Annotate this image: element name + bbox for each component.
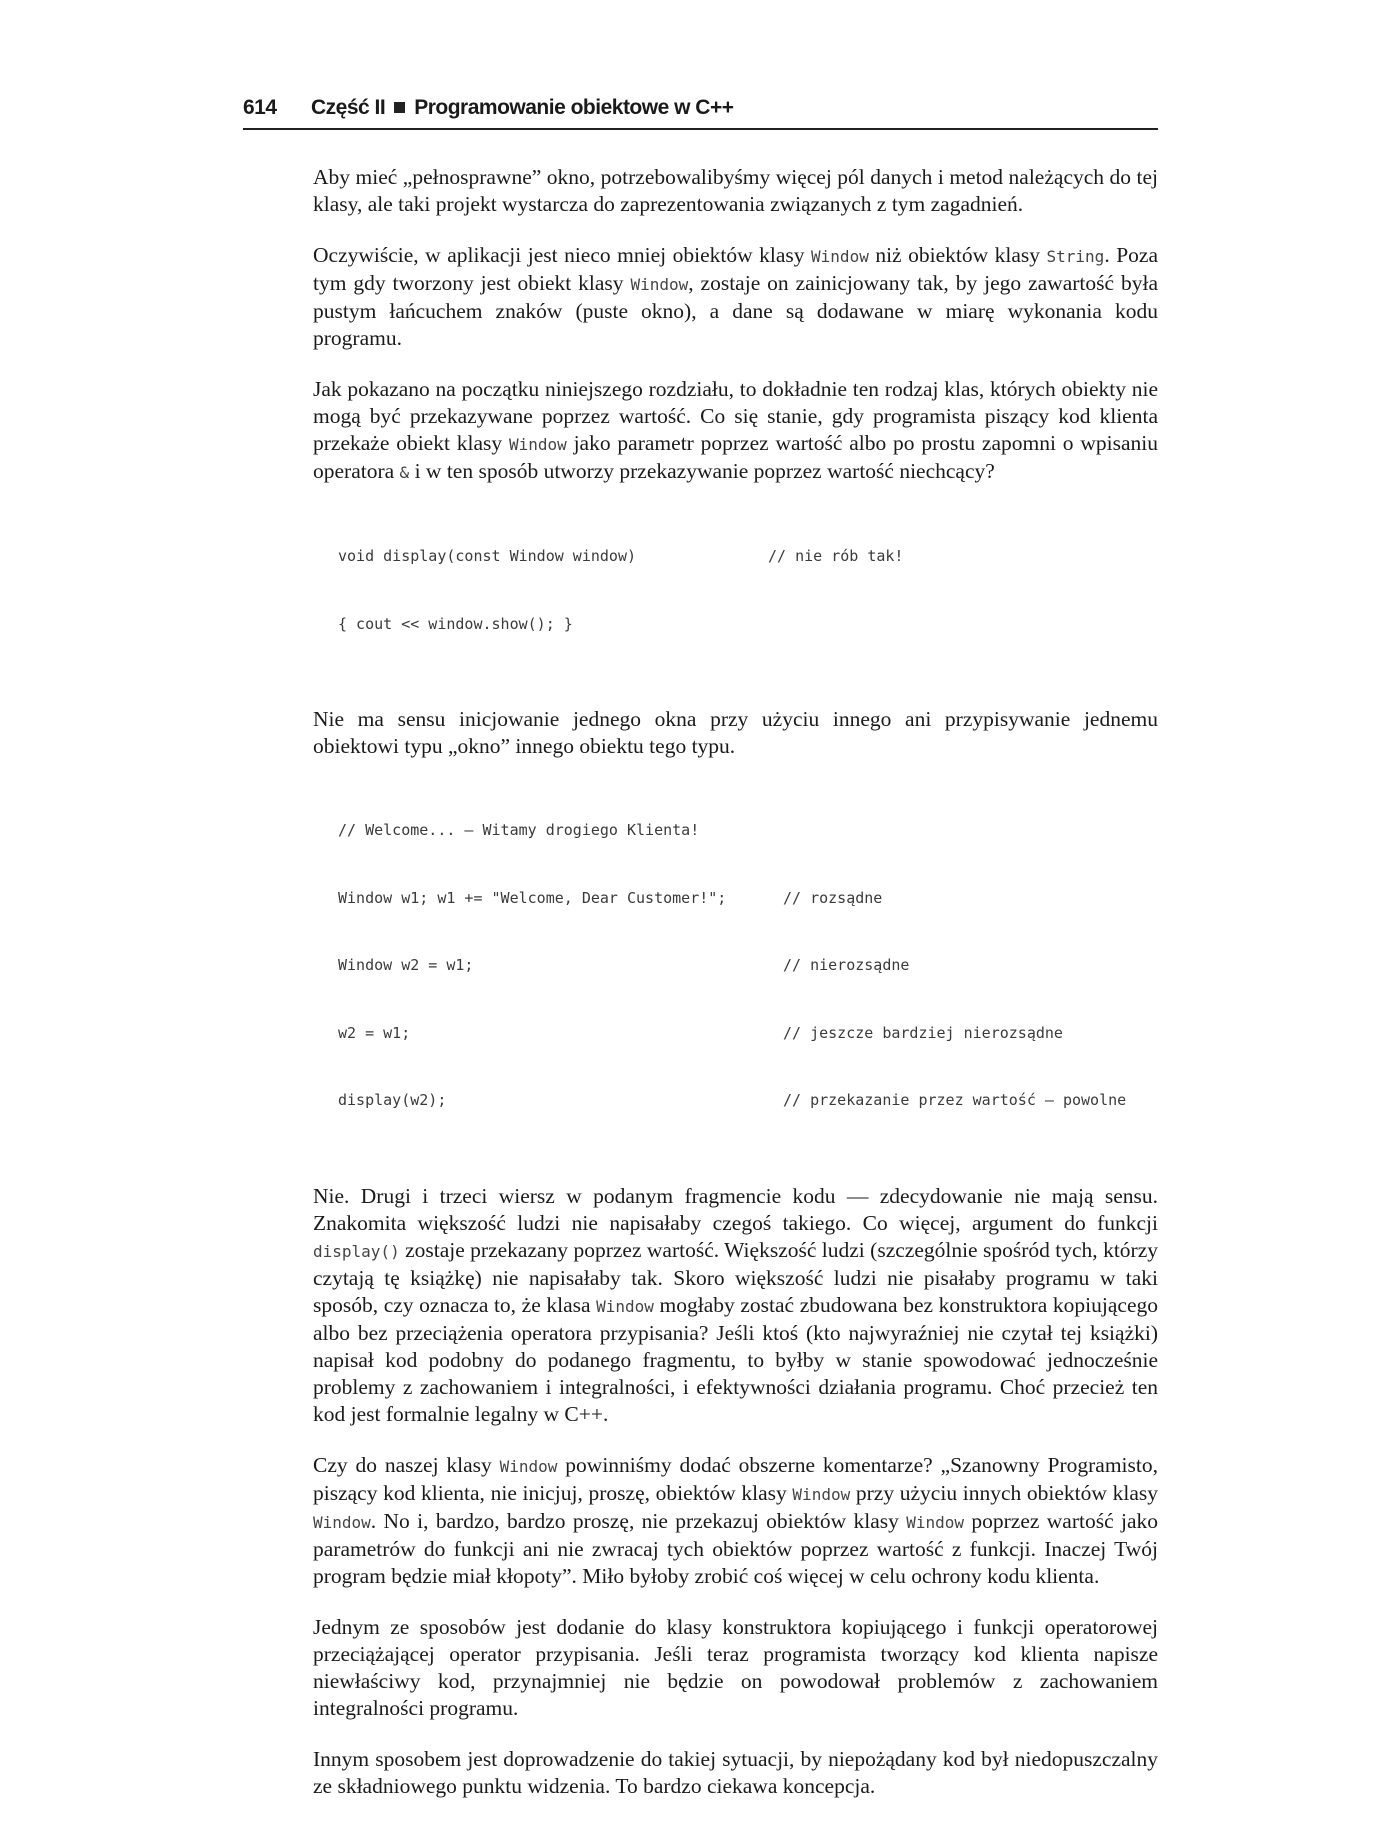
code-comment: // Welcome... — Witamy drogiego Klienta! bbox=[338, 821, 700, 839]
inline-code: Window bbox=[630, 275, 689, 294]
text: Jak pokazano na początku niniejszego rozdziału, to dokładnie ten rodzaj klas, których obiekty nie mogą być przekazywane poprzez wartość. Co się stanie, gdy programista piszący kod klienta przekaże obiekt klasy bbox=[313, 377, 1158, 455]
code-comment: // nierozsądne bbox=[783, 956, 910, 974]
text: poprzez wartość jako parametrów do funkcji ani nie zwracaj tych obiektów poprzez wartość z funkcji. Inaczej Twój program będzie miał kłopoty”. Miło byłoby zrobić coś więcej w celu ochrony kodu klienta. bbox=[313, 1508, 1158, 1588]
code-text: display(w2); bbox=[338, 1091, 447, 1109]
code-comment: // rozsądne bbox=[783, 888, 883, 907]
text: niż obiektów klasy bbox=[868, 243, 1047, 267]
inline-code: Window bbox=[792, 1484, 851, 1504]
paragraph-6 bbox=[313, 1452, 1158, 1590]
code-line bbox=[338, 954, 1158, 977]
inline-code: Window bbox=[313, 1512, 371, 1532]
part-label: Część II bbox=[311, 96, 386, 119]
text: . Poza tym gdy tworzony jest obiekt klasy bbox=[313, 243, 1158, 295]
text: mogłaby zostać zbudowana bez konstruktora kopiującego albo bez przeciążenia operatora przypisania? Jeśli ktoś (kto najwyraźniej nie czytał tej książki) napisał kod podobny do podanego fragmentu, to byłby w stanie spowodować jednocześnie problemy z zachowaniem i integralności, i efektywności działania programu. Choć przecież ten kod jest formalnie legalny w C++. bbox=[313, 1292, 1158, 1426]
code-text: Window w2 = w1; bbox=[338, 956, 474, 974]
text: Oczywiście, w aplikacji jest nieco mniej obiektów klasy bbox=[313, 243, 812, 267]
text: jako parametr poprzez wartość albo po prostu zapomni o wpisaniu operatora bbox=[313, 431, 1158, 483]
text: zostaje przekazany poprzez wartość. Większość ludzi (szczególnie spośród tych, którzy czytają tę książkę) nie napisałaby tak. Skoro większość ludzi nie pisałaby programu w taki sposób, czy oznacza to, że klasa bbox=[313, 1237, 1158, 1317]
inline-code: Window bbox=[508, 435, 567, 454]
paragraph-3 bbox=[313, 376, 1158, 486]
inline-code: & bbox=[399, 463, 410, 482]
page-body bbox=[313, 164, 1158, 1824]
code-comment: // przekazanie przez wartość — powolne bbox=[783, 1091, 1127, 1109]
page-header bbox=[243, 92, 1158, 130]
paragraph-1: Aby mieć „pełnosprawne” okno, potrzebowalibyśmy więcej pól danych i metod należących do tej klasy, ale taki projekt wystarcza do zaprezentowania związanych z tym zagadnień. bbox=[313, 165, 1158, 216]
inline-code: Window bbox=[811, 247, 869, 266]
code-text: Window w1; w1 += "Welcome, Dear Customer!"; bbox=[338, 888, 727, 907]
page-number: 614 bbox=[243, 96, 277, 119]
running-title bbox=[311, 96, 733, 120]
code-line bbox=[338, 1089, 1158, 1112]
inline-code: Window bbox=[906, 1512, 965, 1532]
paragraph-7: Jednym ze sposobów jest dodanie do klasy konstruktora kopiującego i funkcji operatorowej przeciążającej operator przypisania. Jeśli teraz programista tworzący kod klienta napisze niewłaściwy kod, przynajmniej nie będzie on powodował problemów z zachowaniem integralności programu. bbox=[313, 1614, 1158, 1720]
inline-code: Window bbox=[499, 1456, 558, 1476]
inline-code: display() bbox=[313, 1241, 400, 1261]
text: , zostaje on zainicjowany tak, by jego zawartość była pustym łańcuchem znaków (puste okno), a dane są dodawane w miarę wykonania kodu programu. bbox=[313, 271, 1158, 350]
text: powinniśmy dodać obszerne komentarze? „Szanowny Programisto, piszący kod klienta, nie inicjuj, proszę, obiektów klasy bbox=[313, 1452, 1158, 1505]
code-comment: // jeszcze bardziej nierozsądne bbox=[783, 1023, 1063, 1042]
text: . No i, bardzo, bardzo proszę, nie przekazuj obiektów klasy bbox=[370, 1508, 907, 1533]
text: i w ten sposób utworzy przekazywanie poprzez wartość niechcący? bbox=[409, 459, 995, 483]
code-line bbox=[338, 545, 1158, 568]
paragraph-2 bbox=[313, 242, 1158, 352]
inline-code: String bbox=[1046, 247, 1105, 266]
paragraph-5 bbox=[313, 1183, 1158, 1428]
code-text: void display(const Window window) bbox=[338, 547, 637, 565]
inline-code: Window bbox=[596, 1296, 654, 1316]
code-block-2 bbox=[338, 774, 1158, 1157]
code-block-1 bbox=[338, 500, 1158, 680]
paragraph-4: Nie ma sensu inicjowanie jednego okna przy użyciu innego ani przypisywanie jednemu obiektowi typu „okno” innego obiektu tego typu. bbox=[313, 707, 1158, 758]
paragraph-8: Innym sposobem jest doprowadzenie do takiej sytuacji, by niepożądany kod był niedopuszczalny ze składniowego punktu widzenia. To bardzo ciekawa koncepcja. bbox=[313, 1746, 1158, 1798]
code-text: { cout << window.show(); } bbox=[338, 614, 573, 633]
chapter-title: Programowanie obiektowe w C++ bbox=[414, 96, 734, 119]
code-text: w2 = w1; bbox=[338, 1023, 411, 1042]
code-comment: // nie rób tak! bbox=[768, 547, 904, 565]
text: Nie. Drugi i trzeci wiersz w podanym fragmencie kodu — zdecydowanie nie mają sensu. Znakomita większość ludzi nie napisałaby czegoś takiego. Co więcej, argument do funkcji bbox=[313, 1183, 1158, 1235]
code-line bbox=[338, 1022, 1158, 1045]
code-line bbox=[338, 613, 1158, 636]
code-line bbox=[338, 819, 1158, 842]
code-line bbox=[338, 887, 1158, 910]
square-bullet-icon bbox=[394, 102, 405, 113]
text: Czy do naszej klasy bbox=[313, 1452, 500, 1477]
text: przy użyciu innych obiektów klasy bbox=[850, 1480, 1158, 1505]
